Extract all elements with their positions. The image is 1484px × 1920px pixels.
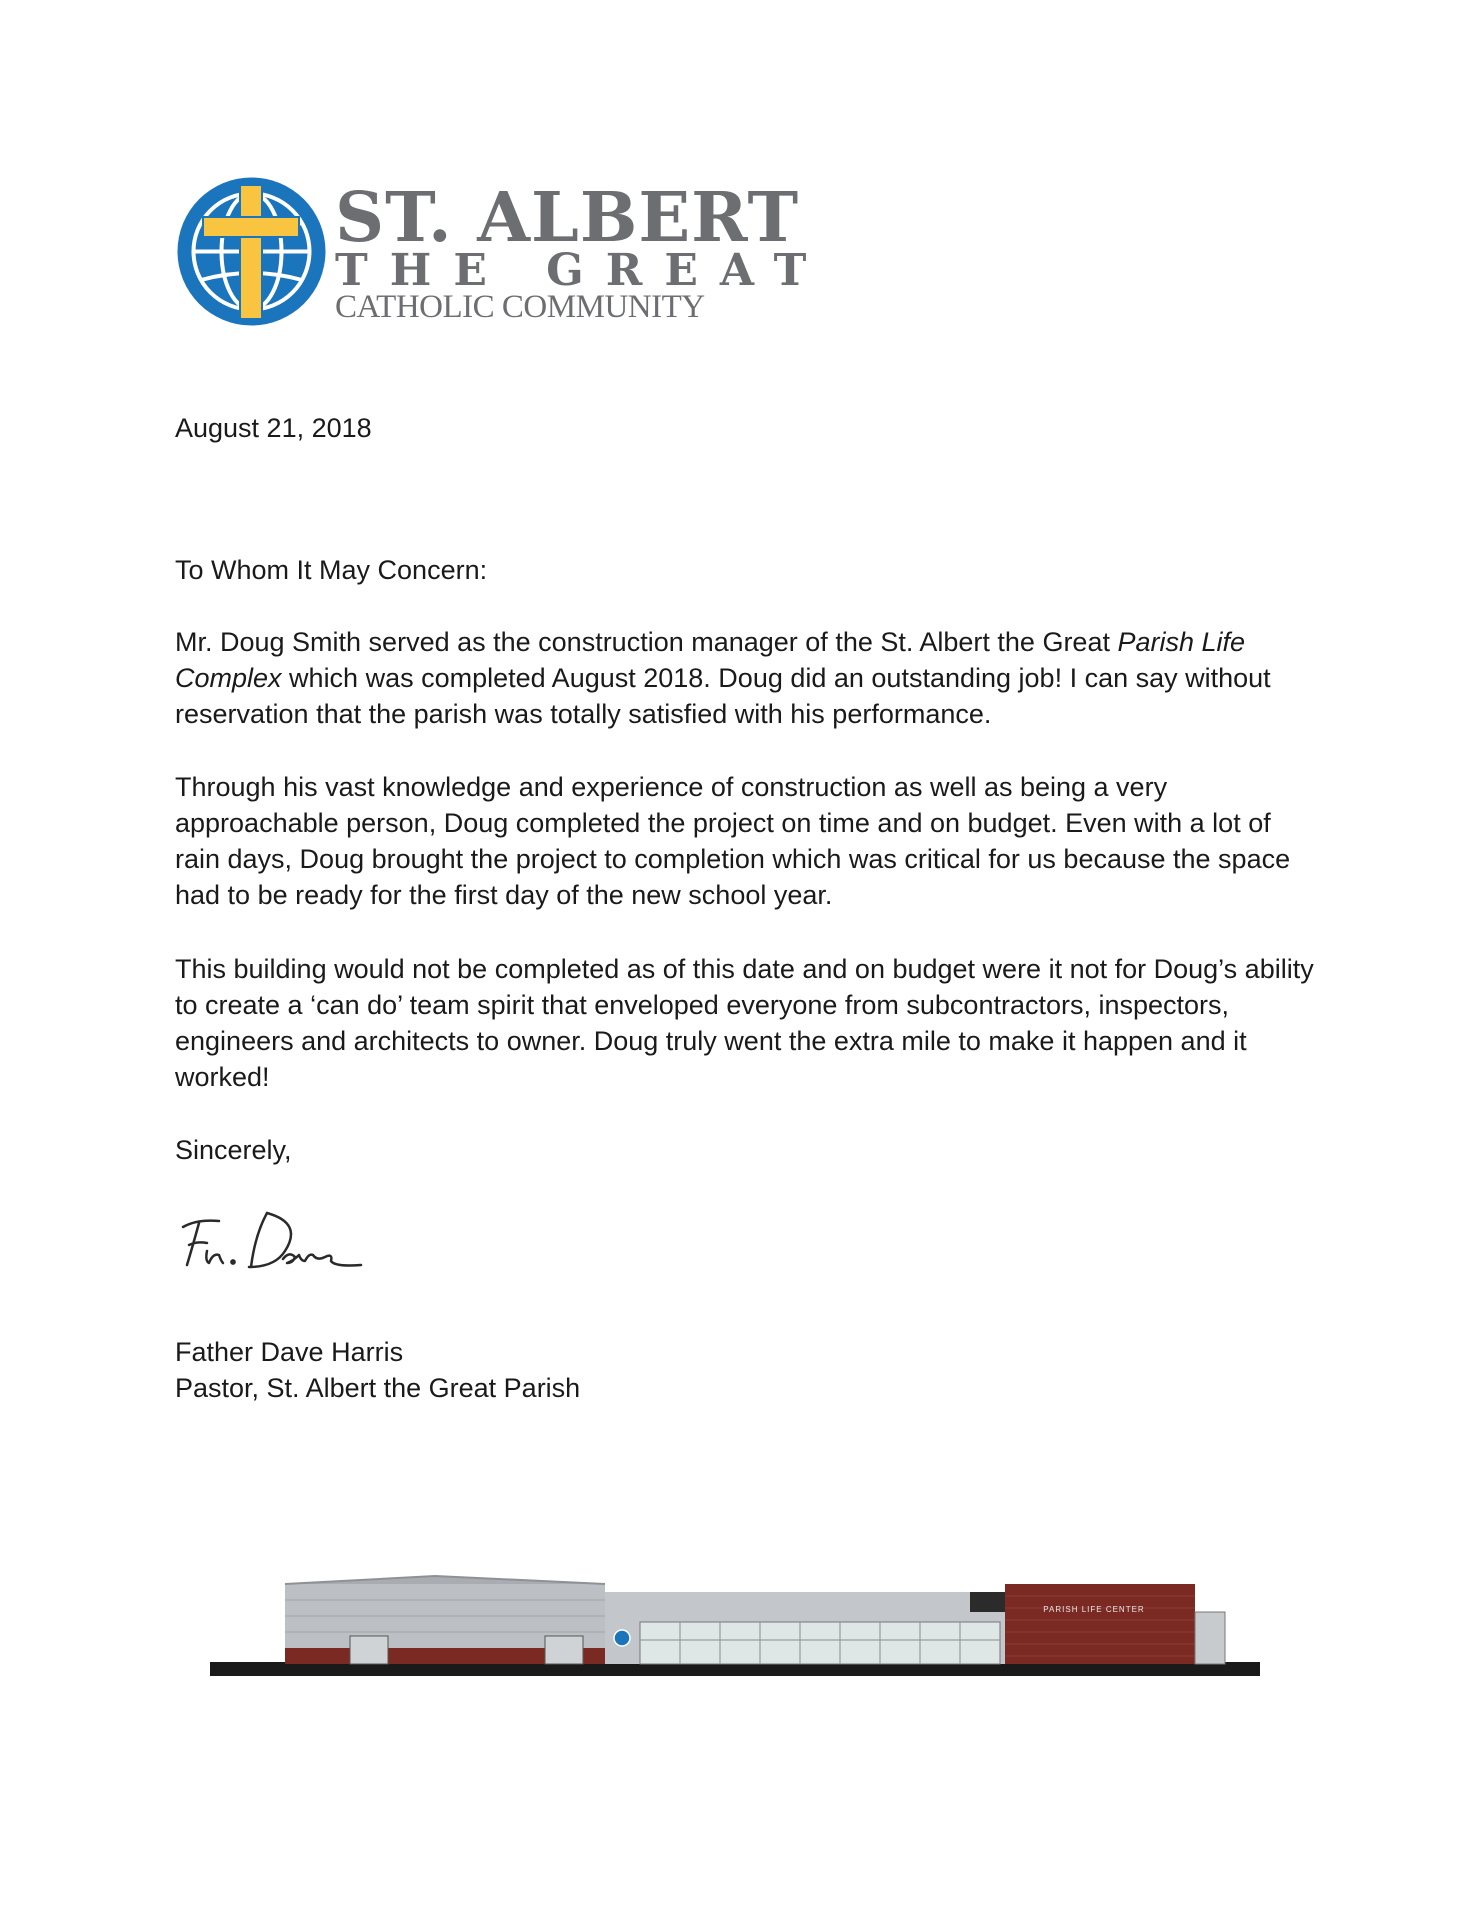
building-sign: PARISH LIFE CENTER [1043,1605,1145,1614]
paragraph-2: Through his vast knowledge and experience of construction as well as being a very approachable person, Doug completed the project on time and on budget. Even with a lot of rain days, Doug brought the project to completion which was critical for us because the space had to be ready for the first day of the new school year. [175,772,1291,910]
building-rendering [210,1570,1260,1680]
paragraph-1-part-2: which was completed August 2018. Doug did an outstanding job! I can say without reservation that the parish was totally satisfied with his performance. [175,663,1271,729]
logo-line-catholic-community: CATHOLIC COMMUNITY [335,289,705,325]
logo-line-st-albert: ST. ALBERT [335,178,800,258]
paragraph-1 [175,624,1315,732]
paragraph-1-part-1: Mr. Doug Smith served as the construction manager of the St. Albert the Great [175,627,1118,657]
cross-globe-logo-icon [175,175,328,328]
signer-title: Pastor, St. Albert the Great Parish [175,1373,581,1403]
logo-wordmark [335,178,829,325]
salutation: To Whom It May Concern: [175,555,488,585]
signer-block [175,1334,580,1406]
letterhead [175,175,829,335]
signature-icon [175,1205,375,1285]
paragraph-3: This building would not be completed as of this date and on budget were it not for Doug’s ability to create a ‘can do’ team spirit that enveloped everyone from subcontractors, inspectors, engineers and architects to owner. Doug truly went the extra mile to make it happen and it worked! [175,954,1314,1092]
paragraph-1-italic: Parish Life Complex [175,627,1246,693]
letter-date: August 21, 2018 [175,413,372,443]
logo-line-the-great: THE GREAT [335,245,829,296]
signer-name: Father Dave Harris [175,1337,404,1367]
closing: Sincerely, [175,1135,292,1165]
